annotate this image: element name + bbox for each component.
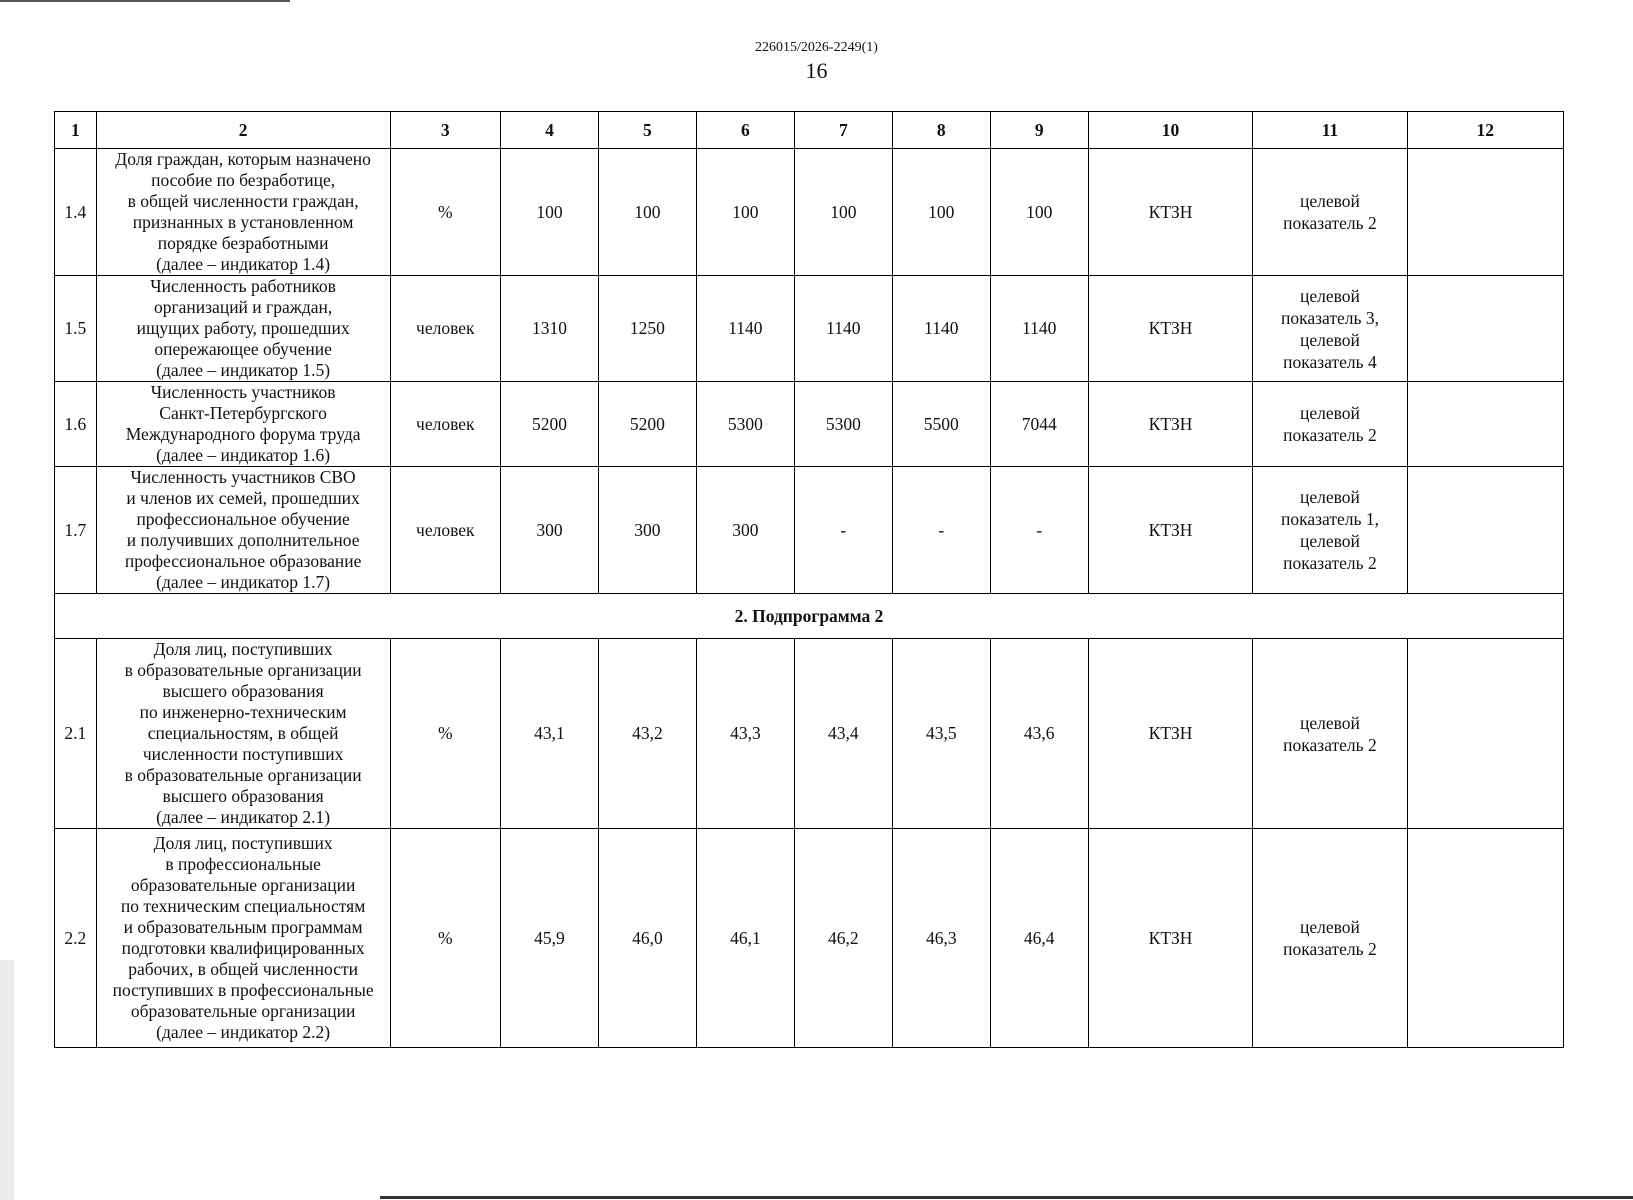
table-row: [55, 276, 1564, 382]
value-col-9: -: [990, 467, 1088, 594]
header-col-9: 9: [990, 112, 1088, 149]
value-col-6: 43,3: [696, 639, 794, 829]
scan-edge-bottom: [380, 1196, 1633, 1199]
value-col-6: 300: [696, 467, 794, 594]
header-col-4: 4: [501, 112, 599, 149]
value-col-7: 1140: [794, 276, 892, 382]
value-col-7: -: [794, 467, 892, 594]
value-col-5: 300: [598, 467, 696, 594]
header-col-3: 3: [390, 112, 500, 149]
value-col-5: 46,0: [598, 829, 696, 1048]
value-col-6: 100: [696, 149, 794, 276]
unit-cell: человек: [390, 382, 500, 467]
header-col-7: 7: [794, 112, 892, 149]
col-12-cell: [1407, 276, 1563, 382]
value-col-8: 46,3: [892, 829, 990, 1048]
executor-cell: КТЗН: [1088, 382, 1253, 467]
executor-cell: КТЗН: [1088, 829, 1253, 1048]
value-col-8: -: [892, 467, 990, 594]
value-col-6: 46,1: [696, 829, 794, 1048]
target-indicator-cell: целевой показатель 1, целевой показатель 2: [1253, 467, 1407, 594]
value-col-8: 1140: [892, 276, 990, 382]
value-col-4: 45,9: [501, 829, 599, 1048]
value-col-5: 5200: [598, 382, 696, 467]
table-row: [55, 467, 1564, 594]
value-col-8: 43,5: [892, 639, 990, 829]
value-col-8: 100: [892, 149, 990, 276]
row-number: 1.5: [55, 276, 97, 382]
value-col-9: 1140: [990, 276, 1088, 382]
executor-cell: КТЗН: [1088, 276, 1253, 382]
row-number: 2.1: [55, 639, 97, 829]
unit-cell: %: [390, 829, 500, 1048]
unit-cell: %: [390, 639, 500, 829]
value-col-7: 43,4: [794, 639, 892, 829]
row-number: 1.6: [55, 382, 97, 467]
header-col-11: 11: [1253, 112, 1407, 149]
value-col-4: 43,1: [501, 639, 599, 829]
indicator-description: Доля граждан, которым назначено пособие по безработице, в общей численности граждан, признанных в установленном порядке безработными (далее – индикатор 1.4): [96, 149, 390, 276]
target-indicator-cell: целевой показатель 2: [1253, 382, 1407, 467]
value-col-5: 100: [598, 149, 696, 276]
header-col-1: 1: [55, 112, 97, 149]
col-12-cell: [1407, 382, 1563, 467]
header-row: [55, 112, 1564, 149]
value-col-4: 5200: [501, 382, 599, 467]
value-col-9: 43,6: [990, 639, 1088, 829]
value-col-9: 46,4: [990, 829, 1088, 1048]
col-12-cell: [1407, 829, 1563, 1048]
value-col-5: 1250: [598, 276, 696, 382]
value-col-7: 5300: [794, 382, 892, 467]
header-col-10: 10: [1088, 112, 1253, 149]
value-col-7: 46,2: [794, 829, 892, 1048]
unit-cell: человек: [390, 467, 500, 594]
scan-edge-left: [0, 960, 14, 1200]
header-col-6: 6: [696, 112, 794, 149]
target-indicator-cell: целевой показатель 2: [1253, 639, 1407, 829]
unit-cell: %: [390, 149, 500, 276]
target-indicator-cell: целевой показатель 2: [1253, 829, 1407, 1048]
indicator-description: Доля лиц, поступивших в образовательные организации высшего образования по инженерно-техническим специальностям, в общей численности поступивших в образовательные организации высшего образования (далее – индикатор 2.1): [96, 639, 390, 829]
value-col-5: 43,2: [598, 639, 696, 829]
value-col-4: 1310: [501, 276, 599, 382]
target-indicator-cell: целевой показатель 2: [1253, 149, 1407, 276]
table-row: [55, 382, 1564, 467]
target-indicator-cell: целевой показатель 3, целевой показатель 4: [1253, 276, 1407, 382]
value-col-8: 5500: [892, 382, 990, 467]
unit-cell: человек: [390, 276, 500, 382]
value-col-4: 300: [501, 467, 599, 594]
page-number: 16: [805, 58, 828, 83]
col-12-cell: [1407, 149, 1563, 276]
section-title: 2. Подпрограмма 2: [55, 594, 1564, 639]
executor-cell: КТЗН: [1088, 639, 1253, 829]
indicator-description: Численность участников Санкт-Петербургского Международного форума труда (далее – индикатор 1.6): [96, 382, 390, 467]
table-row: [55, 639, 1564, 829]
table-row: [55, 149, 1564, 276]
col-12-cell: [1407, 639, 1563, 829]
value-col-6: 1140: [696, 276, 794, 382]
section-row: [55, 594, 1564, 639]
header-col-8: 8: [892, 112, 990, 149]
table-row: [55, 829, 1564, 1048]
value-col-6: 5300: [696, 382, 794, 467]
indicator-description: Численность участников СВО и членов их семей, прошедших профессиональное обучение и получивших дополнительное профессиональное образование (далее – индикатор 1.7): [96, 467, 390, 594]
col-12-cell: [1407, 467, 1563, 594]
indicators-table: [54, 111, 1564, 1048]
row-number: 1.4: [55, 149, 97, 276]
value-col-9: 100: [990, 149, 1088, 276]
executor-cell: КТЗН: [1088, 149, 1253, 276]
indicator-description: Доля лиц, поступивших в профессиональные образовательные организации по техническим специальностям и образовательным программам подготовки квалифицированных рабочих, в общей численности поступивших в профессиональные образовательные организации (далее – индикатор 2.2): [96, 829, 390, 1048]
indicator-description: Численность работников организаций и граждан, ищущих работу, прошедших опережающее обучение (далее – индикатор 1.5): [96, 276, 390, 382]
document-number: 226015/2026-2249(1): [755, 40, 878, 55]
value-col-7: 100: [794, 149, 892, 276]
value-col-9: 7044: [990, 382, 1088, 467]
value-col-4: 100: [501, 149, 599, 276]
scan-edge-top: [0, 0, 290, 2]
row-number: 2.2: [55, 829, 97, 1048]
header-col-5: 5: [598, 112, 696, 149]
executor-cell: КТЗН: [1088, 467, 1253, 594]
header-col-2: 2: [96, 112, 390, 149]
header-col-12: 12: [1407, 112, 1563, 149]
row-number: 1.7: [55, 467, 97, 594]
